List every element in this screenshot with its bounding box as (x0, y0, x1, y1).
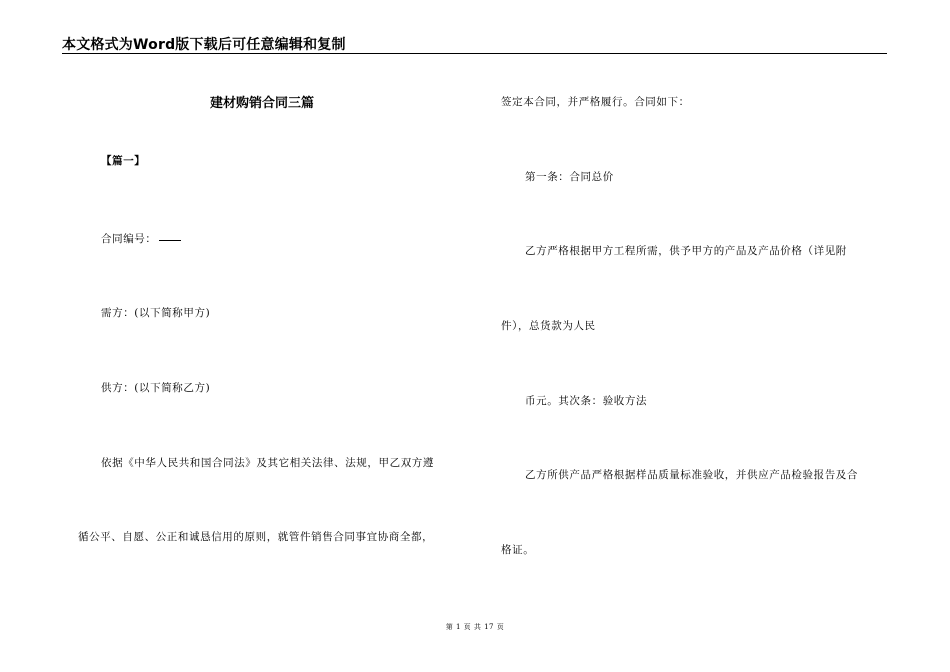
contract-number-label: 合同编号： (101, 233, 157, 245)
section-marker: 【篇一】 (101, 155, 146, 167)
buyer-line: 需方：(以下简称甲方) (101, 307, 211, 319)
paragraph-line: 币元。其次条：验收方法 (525, 395, 648, 407)
document-title: 建材购销合同三篇 (210, 96, 315, 111)
supplier-line: 供方：(以下简称乙方) (101, 382, 211, 394)
download-banner: 本文格式为Word版下载后可任意编辑和复制 (62, 37, 346, 53)
paragraph-line: 格证。 (501, 544, 535, 556)
paragraph-line: 签定本合同，并严格履行。合同如下： (501, 96, 690, 108)
page-number: 第 1 页 共 17 页 (445, 623, 505, 631)
paragraph-line: 依据《中华人民共和国合同法》及其它相关法律、法规，甲乙双方遵 (101, 457, 434, 469)
header-divider (62, 53, 887, 54)
paragraph-line: 件），总货款为人民 (501, 320, 596, 332)
contract-number-blank (159, 240, 181, 241)
paragraph-line: 乙方严格根据甲方工程所需，供予甲方的产品及产品价格（详见附 (525, 245, 847, 257)
article-heading: 第一条：合同总价 (525, 171, 614, 183)
paragraph-line: 乙方所供产品严格根据样品质量标准验收，并供应产品检验报告及合 (525, 469, 858, 481)
contract-number-line (101, 231, 181, 246)
paragraph-line: 循公平、自愿、公正和诚恳信用的原则，就管件销售合同事宜协商全都， (78, 531, 434, 543)
